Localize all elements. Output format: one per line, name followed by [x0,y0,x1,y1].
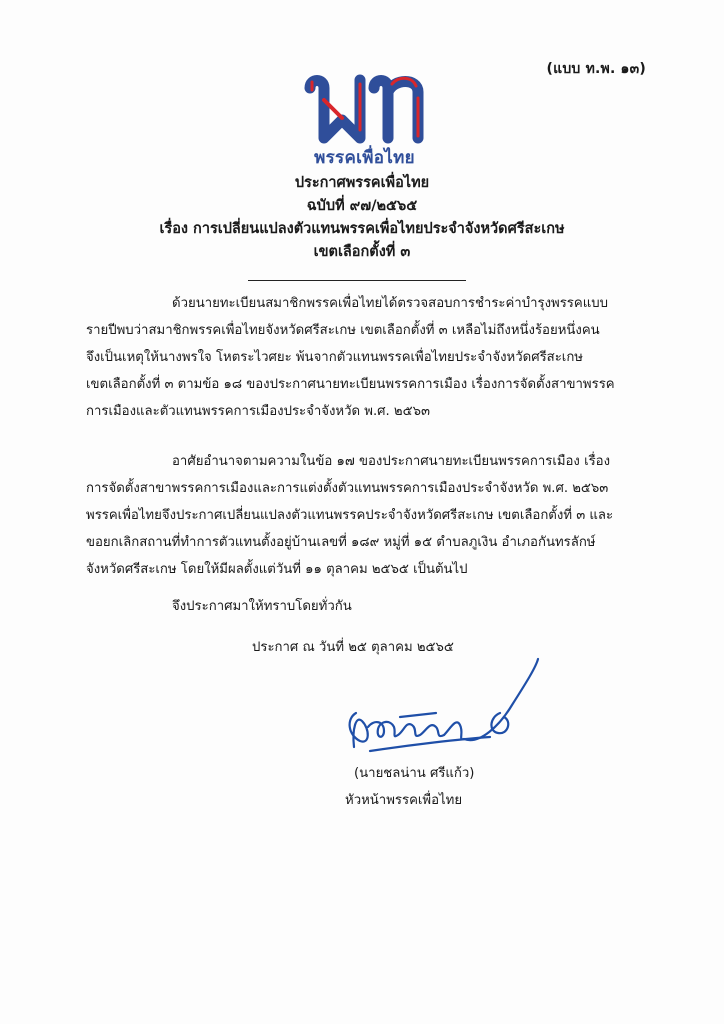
form-code: (แบบ ท.พ. ๑๓) [546,61,646,77]
paragraph-line: พรรคเพื่อไทยจึงประกาศเปลี่ยนแปลงตัวแทนพรรคประจำจังหวัดศรีสะเกษ เขตเลือกตั้งที่ ๓ และ [86,508,614,523]
proclamation-date: ประกาศ ณ วันที่ ๒๕ ตุลาคม ๒๕๖๕ [252,640,454,655]
paragraph-line: รายปีพบว่าสมาชิกพรรคเพื่อไทยจังหวัดศรีสะเกษ เขตเลือกตั้งที่ ๓ เหลือไม่ถึงหนึ่งร้อยหนึ่งคน [86,323,600,338]
party-logo [302,70,427,175]
announcement-number: ฉบับที่ ๙๗/๒๕๖๕ [306,198,418,214]
paragraph-1 [86,290,632,425]
signer-name: (นายชลน่าน ศรีแก้ว) [354,766,475,781]
paragraph-line: การจัดตั้งสาขาพรรคการเมืองและการแต่งตั้งตัวแทนพรรคการเมืองประจำจังหวัด พ.ศ. ๒๕๖๓ [86,481,609,496]
paragraph-line: การเมืองและตัวแทนพรรคการเมืองประจำจังหวัด พ.ศ. ๒๕๖๓ [86,404,430,419]
signer-title: หัวหน้าพรรคเพื่อไทย [345,793,463,808]
announcement-subject: เรื่อง การเปลี่ยนแปลงตัวแทนพรรคเพื่อไทยประจำจังหวัดศรีสะเกษ [159,221,565,237]
paragraph-line: จังหวัดศรีสะเกษ โดยให้มีผลตั้งแต่วันที่ ๑๑ ตุลาคม ๒๕๖๕ เป็นต้นไป [86,562,468,577]
announcement-district: เขตเลือกตั้งที่ ๓ [313,244,411,260]
paragraph-line: อาศัยอำนาจตามความในข้อ ๑๗ ของประกาศนายทะเบียนพรรคการเมือง เรื่อง [172,454,611,469]
header-divider [248,280,466,281]
paragraph-line: เขตเลือกตั้งที่ ๓ ตามข้อ ๑๘ ของประกาศนายทะเบียนพรรคการเมือง เรื่องการจัดตั้งสาขาพรรค [86,377,615,392]
paragraph-2 [86,448,632,583]
paragraph-3 [86,593,632,620]
paragraph-line: จึงเป็นเหตุให้นางพรใจ โหตระไวศยะ พ้นจากตัวแทนพรรคเพื่อไทยประจำจังหวัดศรีสะเกษ [86,350,583,365]
paragraph-line: จึงประกาศมาให้ทราบโดยทั่วกัน [172,599,352,614]
party-logo-text: พรรคเพื่อไทย [314,148,415,168]
handwritten-signature [340,655,550,765]
announcement-header [0,172,724,264]
paragraph-line: ขอยกเลิกสถานที่ทำการตัวแทนตั้งอยู่บ้านเลขที่ ๑๘๙ หมู่ที่ ๑๕ ตำบลภูเงิน อำเภอกันทรลักษ์ [86,535,596,550]
party-logo-mark [302,70,427,145]
announcement-title: ประกาศพรรคเพื่อไทย [294,175,430,191]
paragraph-line: ด้วยนายทะเบียนสมาชิกพรรคเพื่อไทยได้ตรวจสอบการชำระค่าบำรุงพรรคแบบ [172,296,608,311]
